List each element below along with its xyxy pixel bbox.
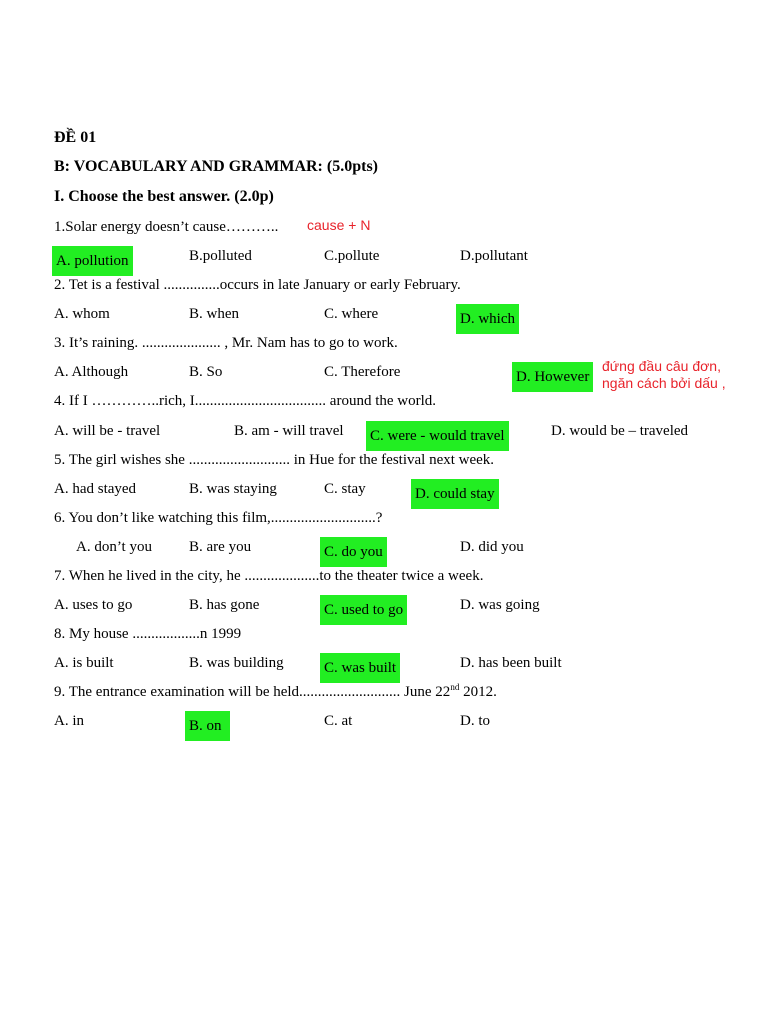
question-8-option-d: D. has been built — [460, 655, 562, 671]
question-3-note-line-2: ngăn cách bởi dấu , — [602, 375, 726, 391]
question-8-stem: 8. My house ..................n 1999 — [54, 626, 242, 642]
question-4-option-d: D. would be – traveled — [551, 423, 689, 439]
question-1-option-b: B.polluted — [189, 248, 252, 264]
question-6-stem: 6. You don’t like watching this film,............................? — [54, 510, 383, 526]
exam-code: ĐỀ 01 — [54, 129, 97, 146]
question-2-option-d: D. which — [456, 304, 519, 334]
question-4-option-b: B. am - will travel — [234, 423, 344, 439]
question-5-option-c: C. stay — [324, 481, 366, 497]
question-6-option-c: C. do you — [320, 537, 387, 567]
question-7-stem: 7. When he lived in the city, he ....................to the theater twice a week. — [54, 568, 484, 584]
question-2-stem: 2. Tet is a festival ...............occurs in late January or early February. — [54, 277, 461, 293]
question-1-note: cause + N — [307, 217, 371, 233]
question-9-stem-text: 9. The entrance examination will be held........................... June 22 — [54, 684, 451, 700]
question-5-stem: 5. The girl wishes she ........................... in Hue for the festival next week. — [54, 452, 495, 468]
section-title: B: VOCABULARY AND GRAMMAR: (5.0pts) — [54, 158, 378, 175]
question-3-option-b: B. So — [189, 364, 223, 380]
question-9-option-a: A. in — [54, 713, 84, 729]
question-3-option-d: D. However — [512, 362, 593, 392]
question-7-option-b: B. has gone — [189, 597, 260, 613]
question-1-stem: 1.Solar energy doesn’t cause……….. — [54, 219, 279, 235]
question-9-stem — [54, 682, 497, 702]
question-1-option-a: A. pollution — [52, 246, 133, 276]
question-2-option-b: B. when — [189, 306, 239, 322]
question-2-option-c: C. where — [324, 306, 379, 322]
question-4-option-a: A. will be - travel — [54, 423, 161, 439]
question-6-option-b: B. are you — [189, 539, 252, 555]
question-9-stem-tail: 2012. — [459, 684, 497, 700]
question-8-option-a: A. is built — [54, 655, 114, 671]
question-3-note-line-1: đứng đầu câu đơn, — [602, 358, 721, 374]
question-3-option-c: C. Therefore — [324, 364, 401, 380]
question-9-option-d: D. to — [460, 713, 490, 729]
question-9-option-c: C. at — [324, 713, 353, 729]
question-5-option-b: B. was staying — [189, 481, 277, 497]
question-6-option-a: A. don’t you — [76, 539, 152, 555]
question-7-option-c: C. used to go — [320, 595, 407, 625]
question-5-option-a: A. had stayed — [54, 481, 137, 497]
question-7-option-a: A. uses to go — [54, 597, 133, 613]
part-title: I. Choose the best answer. (2.0p) — [54, 188, 274, 205]
question-9-option-b: B. on — [185, 711, 230, 741]
question-2-option-a: A. whom — [54, 306, 110, 322]
question-4-stem: 4. If I …………..rich, I................................... around the world. — [54, 393, 437, 409]
question-3-stem: 3. It’s raining. ..................... , Mr. Nam has to go to work. — [54, 335, 398, 351]
question-1-option-d: D.pollutant — [460, 248, 528, 264]
question-6-option-d: D. did you — [460, 539, 524, 555]
question-7-option-d: D. was going — [460, 597, 540, 613]
question-1-option-c: C.pollute — [324, 248, 380, 264]
question-8-option-c: C. was built — [320, 653, 400, 683]
question-3-option-a: A. Although — [54, 364, 129, 380]
question-8-option-b: B. was building — [189, 655, 284, 671]
question-4-option-c: C. were - would travel — [366, 421, 509, 451]
question-9-stem-sup: nd — [450, 682, 460, 692]
question-5-option-d: D. could stay — [411, 479, 499, 509]
